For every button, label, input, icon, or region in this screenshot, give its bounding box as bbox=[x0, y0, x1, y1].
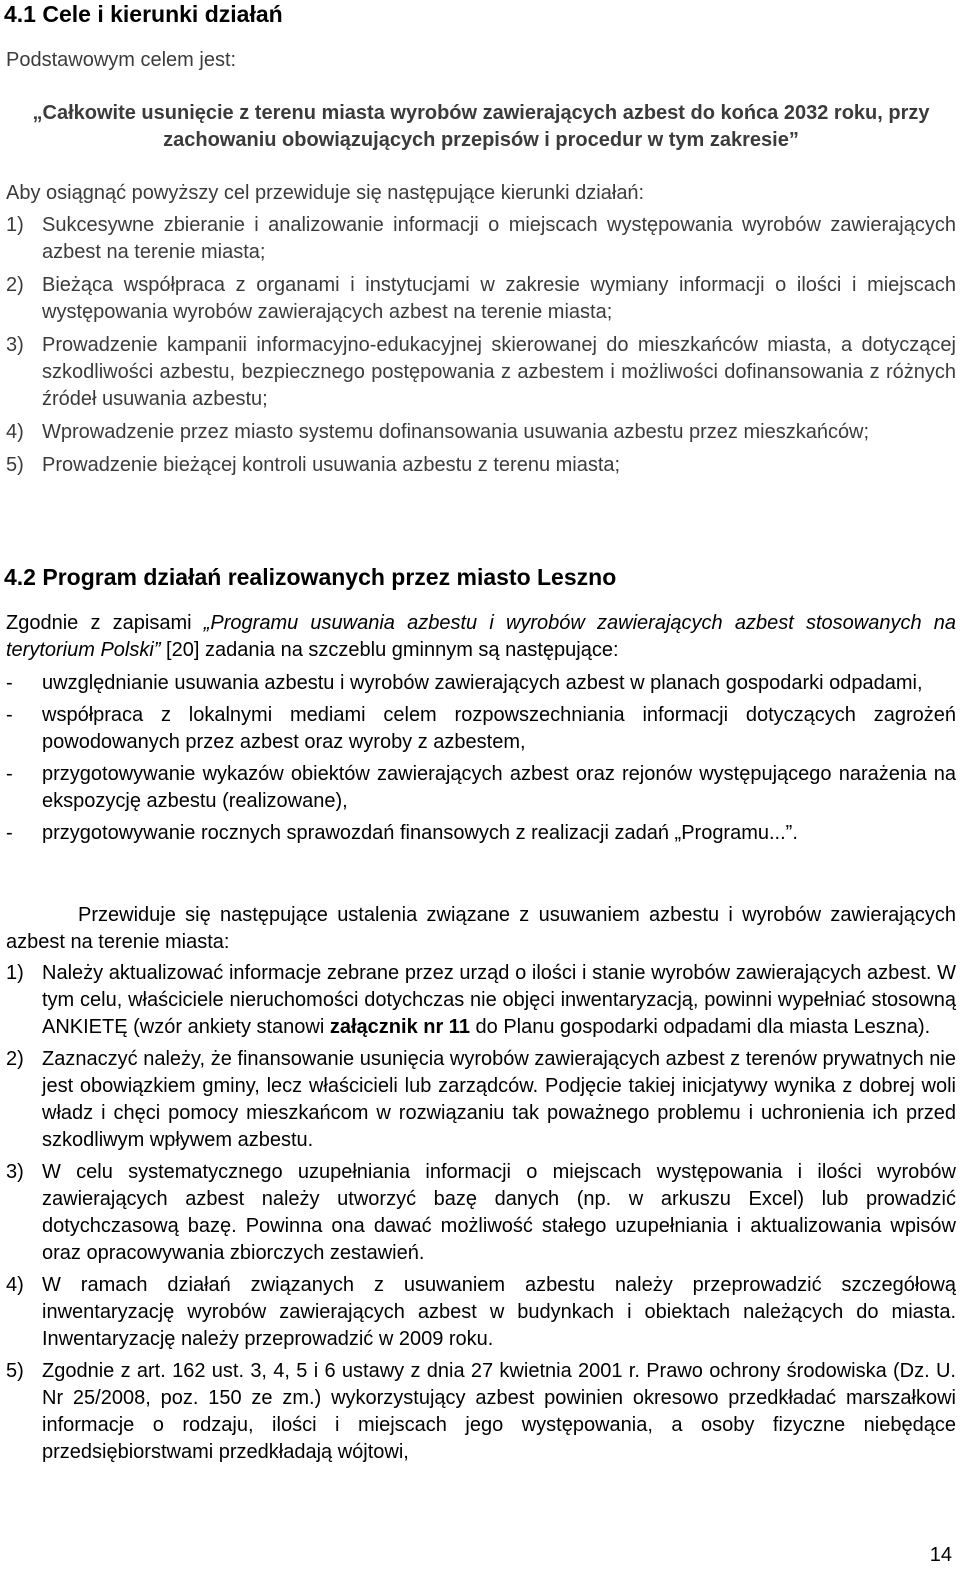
page-number: 14 bbox=[929, 1544, 952, 1566]
tasks-list bbox=[6, 670, 956, 847]
list-item: - przygotowywanie wykazów obiektów zawierających azbest oraz rejonów występującego narażenia na ekspozycję azbestu (realizowane), bbox=[6, 763, 956, 812]
list-item: 2) Zaznaczyć należy, że finansowanie usunięcia wyrobów zawierających azbest z terenów prywatnych nie jest obowiązkiem gminy, lecz właścicieli lub zarządców. Podjęcie takiej inicjatywy wynika z dobrej woli władz i chęci pomocy mieszkańcom w rozwiązaniu tak poważnego problemu i uchronienia ich przed szkodliwym wpływem azbestu. bbox=[6, 1048, 956, 1151]
section1-lead: Aby osiągnąć powyższy cel przewiduje się następujące kierunki działań: bbox=[6, 182, 645, 204]
list-item: 5) Zgodnie z art. 162 ust. 3, 4, 5 i 6 ustawy z dnia 27 kwietnia 2001 r. Prawo ochrony środowiska (Dz. U. Nr 25/2008, poz. 150 ze zm.) wykorzystujący azbest powinien okresowo przedkładać marszałkowi informacje o rodzaju, ilości i miejscach jego występowania, a osoby fizyczne niebędące przedsiębiorstwami przedkładają wójtowi, bbox=[6, 1360, 956, 1463]
list-item: - uwzględnianie usuwania azbestu i wyrobów zawierających azbest w planach gospodarki odpadami, bbox=[6, 672, 923, 694]
list-item: 3) W celu systematycznego uzupełniania informacji o miejscach występowania i ilości wyrobów zawierających azbest należy utworzyć bazę danych (np. w arkuszu Excel) lub prowadzić dotychczasową bazę. Powinna ona dawać możliwość stałego uzupełniania i aktualizowania wpisów oraz opracowywania zbiorczych zestawień. bbox=[6, 1161, 956, 1264]
section-heading-4-2: 4.2 Program działań realizowanych przez miasto Leszno bbox=[4, 564, 617, 590]
list-item: 4) Wprowadzenie przez miasto systemu dofinansowania usuwania azbestu przez mieszkańców; bbox=[6, 421, 870, 443]
list-item: 1) Należy aktualizować informacje zebrane przez urząd o ilości i stanie wyrobów zawierających azbest. W tym celu, właściciele nieruchomości dotychczas nie objęci inwentaryzacją, powinni wypełniać stosowną ANKIETĘ (wzór ankiety stanowi załącznik nr 11 do Planu gospodarki odpadami dla miasta Leszna). bbox=[6, 962, 956, 1038]
list-item: - współpraca z lokalnymi mediami celem rozpowszechniania informacji dotyczących zagrożeń powodowanych przez azbest oraz wyroby z azbestem, bbox=[6, 704, 956, 753]
list-item: 1) Sukcesywne zbieranie i analizowanie informacji o miejscach występowania wyrobów zawierających azbest na terenie miasta; bbox=[6, 214, 956, 263]
section1-intro: Podstawowym celem jest: bbox=[6, 49, 237, 71]
section2-intro: Zgodnie z zapisami „Programu usuwania azbestu i wyrobów zawierających azbest stosowanych na terytorium Polski” [20] zadania na szczeblu gminnym są następujące: bbox=[6, 612, 956, 661]
list-item: 3) Prowadzenie kampanii informacyjno-edukacyjnej skierowanej do mieszkańców miasta, a dotyczącej szkodliwości azbestu, bezpiecznego postępowania z azbestem i możliwości dofinansowania z różnych źródeł usuwania azbestu; bbox=[6, 334, 956, 410]
section-heading-4-1: 4.1 Cele i kierunki działań bbox=[4, 1, 283, 27]
directions-list bbox=[6, 212, 956, 479]
list-item: 5) Prowadzenie bieżącej kontroli usuwania azbestu z terenu miasta; bbox=[6, 454, 621, 476]
list-item: 2) Bieżąca współpraca z organami i instytucjami w zakresie wymiany informacji o ilości i miejscach występowania wyrobów zawierających azbest na terenie miasta; bbox=[6, 274, 956, 323]
main-goal: „Całkowite usunięcie z terenu miasta wyrobów zawierających azbest do końca 2032 roku, przy zachowaniu obowiązujących przepisów i procedur w tym zakresie” bbox=[32, 102, 930, 151]
list-item: - przygotowywanie rocznych sprawozdań finansowych z realizacji zadań „Programu...”. bbox=[6, 822, 798, 844]
rules-list bbox=[6, 960, 956, 1466]
list-item: 4) W ramach działań związanych z usuwaniem azbestu należy przeprowadzić szczegółową inwentaryzację wyrobów zawierających azbest w budynkach i obiektach należących do miasta. Inwentaryzację należy przeprowadzić w 2009 roku. bbox=[6, 1274, 956, 1350]
section2-lead: Przewiduje się następujące ustalenia związane z usuwaniem azbestu i wyrobów zawierających azbest na terenie miasta: bbox=[6, 904, 956, 953]
